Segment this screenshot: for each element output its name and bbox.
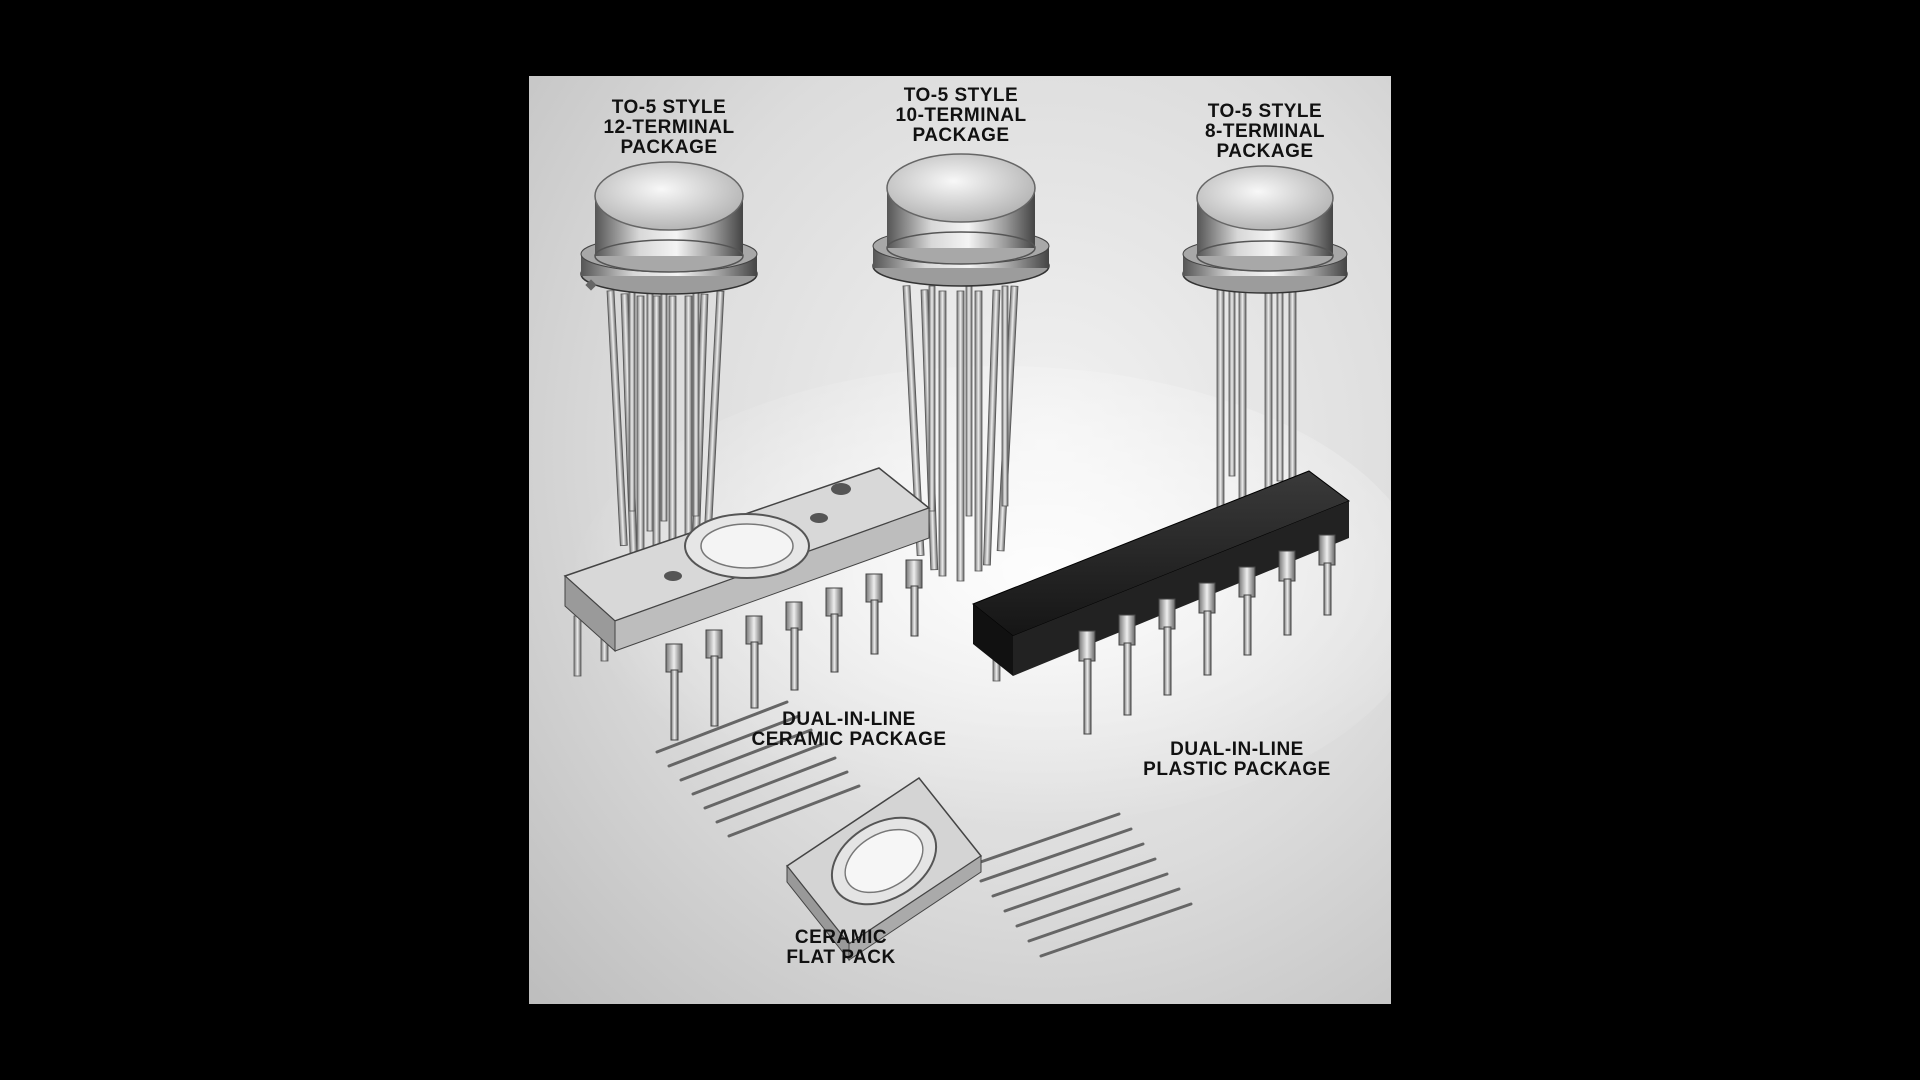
caption-to5-10-terminal	[895, 86, 1026, 146]
caption-to5-8-terminal	[1205, 102, 1325, 162]
caption-dip-ceramic	[751, 710, 946, 750]
caption-line: TO-5 STYLE	[611, 97, 727, 118]
caption-line: TO-5 STYLE	[1207, 101, 1323, 122]
caption-line: PACKAGE	[620, 137, 718, 158]
caption-line: CERAMIC	[794, 927, 888, 948]
caption-line: DUAL-IN-LINE	[782, 709, 916, 730]
caption-line: PACKAGE	[912, 125, 1010, 146]
caption-line: 10-TERMINAL	[895, 105, 1027, 126]
caption-ceramic-flat-pack	[786, 928, 895, 968]
caption-line: 12-TERMINAL	[603, 117, 735, 138]
caption-line: FLAT PACK	[786, 947, 896, 968]
caption-line: CERAMIC PACKAGE	[751, 729, 947, 750]
caption-line: PACKAGE	[1216, 141, 1314, 162]
caption-to5-12-terminal	[603, 98, 734, 158]
caption-line: DUAL-IN-LINE	[1170, 739, 1304, 760]
caption-line: 8-TERMINAL	[1204, 121, 1326, 142]
caption-line: PLASTIC PACKAGE	[1143, 759, 1331, 780]
package-scene	[529, 76, 1391, 1004]
caption-dip-plastic	[1143, 740, 1331, 780]
caption-line: TO-5 STYLE	[903, 85, 1019, 106]
photo-frame	[529, 76, 1391, 1004]
